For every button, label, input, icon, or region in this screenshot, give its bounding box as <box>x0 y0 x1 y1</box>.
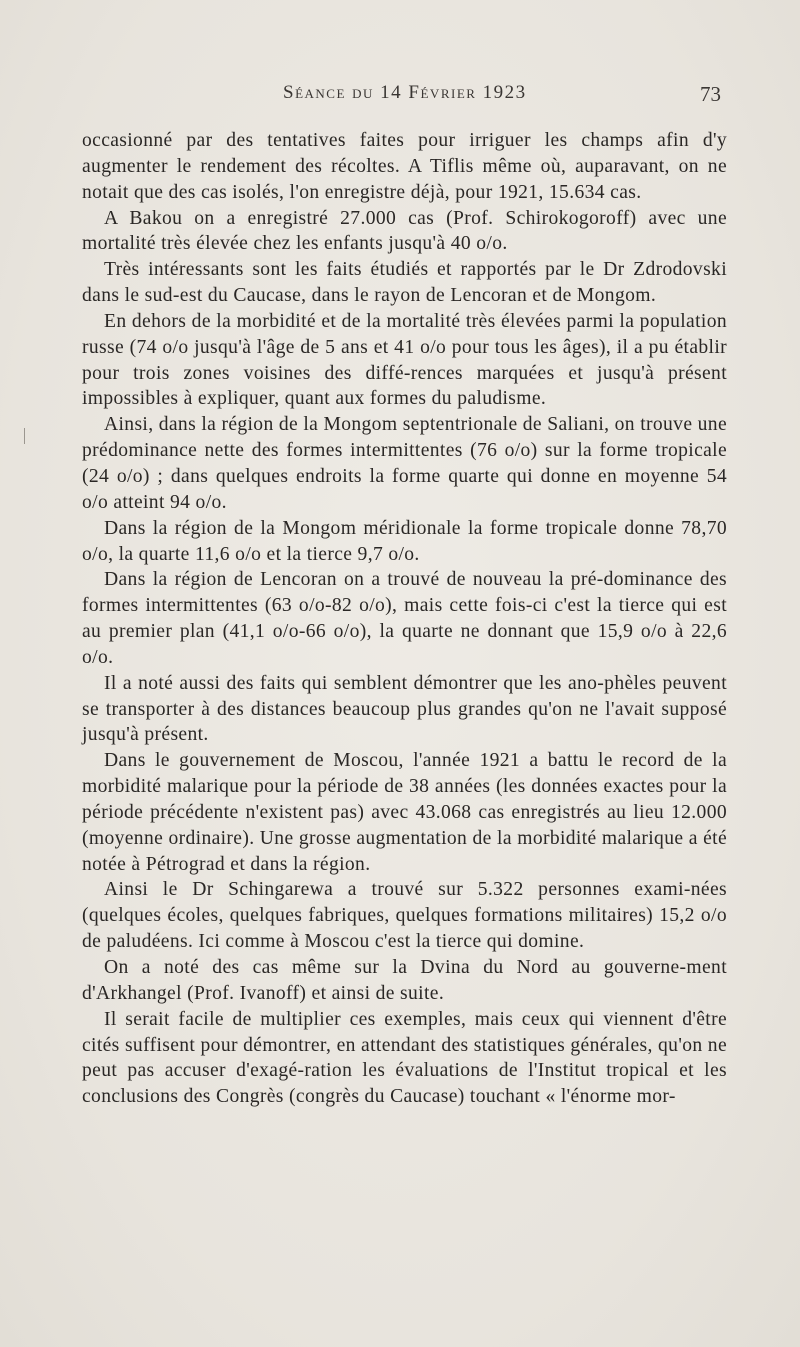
paragraph-7: Dans la région de Lencoran on a trouvé de nouveau la pré-dominance des formes intermittentes (63 o/o-82 o/o), mais cette fois-ci c'est la tierce qui est au premier plan (41,1 o/o-66 o/o), la quarte ne donnant que 15,9 o/o à 22,6 o/o. <box>82 569 727 668</box>
page-number: 73 <box>700 82 721 106</box>
paragraph-4: En dehors de la morbidité et de la mortalité très élevées parmi la population russe (74 o/o jusqu'à l'âge de 5 ans et 41 o/o pour tous les âges), il a pu établir pour trois zones voisines des diffé-rences marquées et jusqu'à présent impossibles à expliquer, quant aux formes du paludisme. <box>82 310 727 410</box>
paragraph-8: Il a noté aussi des faits qui semblent démontrer que les ano-phèles peuvent se transporter à des distances beaucoup plus grandes qu'on ne l'avait supposé jusqu'à présent. <box>82 672 727 746</box>
paragraph-3: Très intéressants sont les faits étudiés et rapportés par le Dr Zdrodovski dans le sud-est du Caucase, dans le rayon de Lencoran et de Mongom. <box>82 259 727 307</box>
paragraph-9: Dans le gouvernement de Moscou, l'année 1921 a battu le record de la morbidité malarique pour la période de 38 années (les données exactes pour la période précédente n'existent pas) avec 43.068 cas enregistrés au lieu 12.000 (moyenne ordinaire). Une grosse augmentation de la morbidité malarique a été notée à Pétrograd et dans la région. <box>82 750 727 875</box>
margin-mark <box>24 428 25 444</box>
paragraph-11: On a noté des cas même sur la Dvina du Nord au gouverne-ment d'Arkhangel (Prof. Ivanoff) et ainsi de suite. <box>82 957 727 1004</box>
paragraph-2: A Bakou on a enregistré 27.000 cas (Prof. Schirokogoroff) avec une mortalité très élevée chez les enfants jusqu'à 40 o/o. <box>82 207 727 255</box>
paragraph-1: occasionné par des tentatives faites pour irriguer les champs afin d'y augmenter le rendement des récoltes. A Tiflis même où, auparavant, on ne notait que des cas isolés, l'on enregistre déjà, pour 1921, 15.634 cas. <box>82 130 727 203</box>
running-title: Séance du 14 Février 1923 <box>283 82 527 103</box>
paragraph-12: Il serait facile de multiplier ces exemples, mais ceux qui viennent d'être cités suffisent pour démontrer, en attendant des statistiques générales, qu'on ne peut pas accuser d'exagé-ration les évaluations de l'Institut tropical et les conclusions des Congrès (congrès du Caucase) touchant « l'énorme mor- <box>82 1008 727 1108</box>
body-text <box>82 128 727 1110</box>
paragraph-10: Ainsi le Dr Schingarewa a trouvé sur 5.322 personnes exami-nées (quelques écoles, quelques fabriques, quelques formations militaires) 15,2 o/o de paludéens. Ici comme à Moscou c'est la tierce qui domine. <box>82 879 727 953</box>
paragraph-6: Dans la région de la Mongom méridionale la forme tropicale donne 78,70 o/o, la quarte 11,6 o/o et la tierce 9,7 o/o. <box>82 517 727 565</box>
paragraph-5: Ainsi, dans la région de la Mongom septentrionale de Saliani, on trouve une prédominance nette des formes intermittentes (76 o/o) sur la forme tropicale (24 o/o) ; dans quelques endroits la forme quarte qui donne en moyenne 54 o/o atteint 94 o/o. <box>82 414 727 513</box>
page-header <box>0 82 800 108</box>
